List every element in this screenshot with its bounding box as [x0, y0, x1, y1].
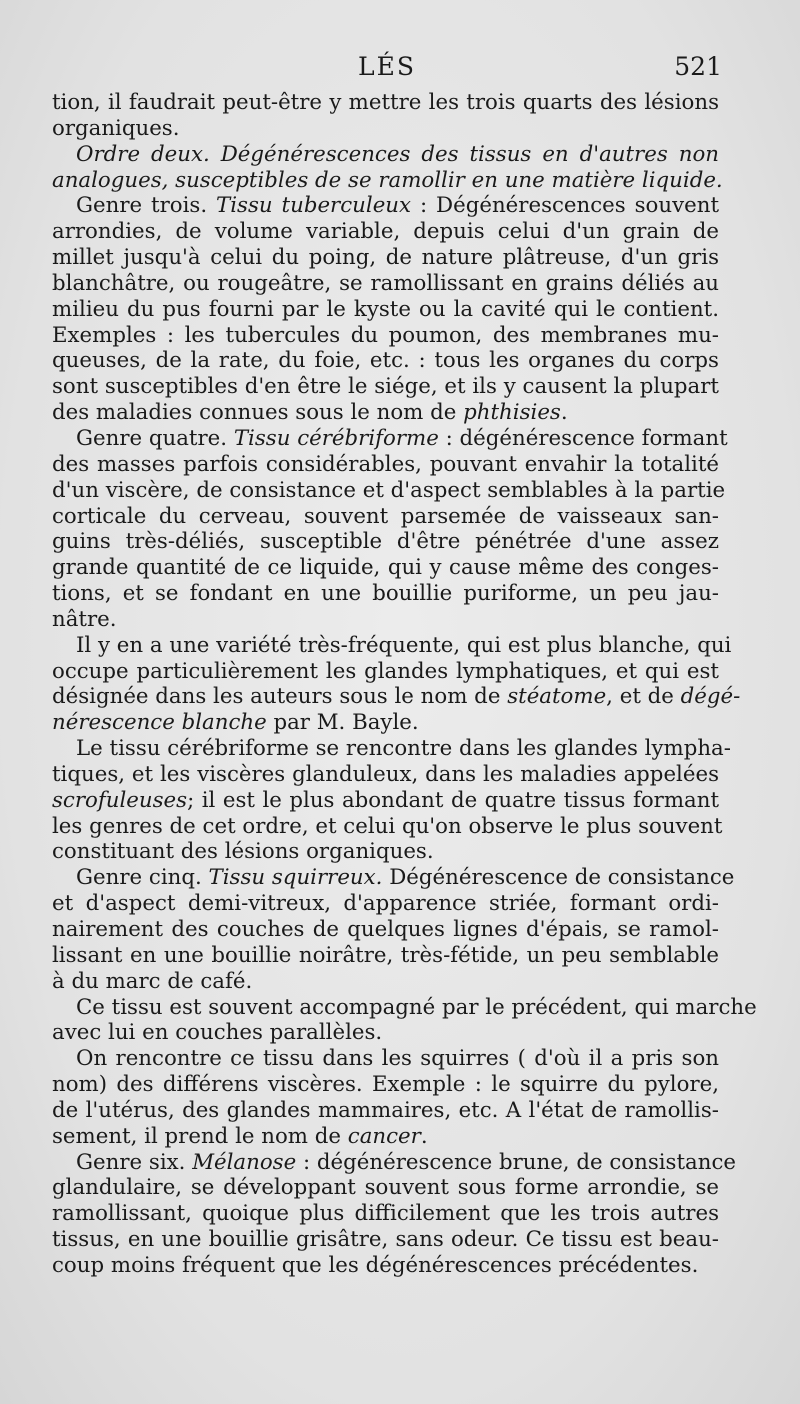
- text-segment: par M. Bayle.: [266, 710, 419, 736]
- text-segment: tissus, en une bouillie grisâtre, sans odeur. Ce tissu est beau-: [52, 1227, 719, 1253]
- text-segment: Dégénérescence de consistance: [382, 865, 735, 891]
- text-segment: Ce tissu est souvent accompagné par le précédent, qui marche: [76, 994, 757, 1020]
- text-line: [52, 1098, 719, 1124]
- text-line: [52, 90, 719, 116]
- text-segment: occupe particulièrement les glandes lymphatiques, et qui est: [52, 658, 719, 684]
- text-segment: à du marc de café.: [52, 968, 253, 994]
- text-segment: : Dégénérescences souvent: [411, 193, 719, 219]
- text-segment: blanchâtre, ou rougeâtre, se ramollissant en grains déliés au: [52, 270, 719, 296]
- text-line: [52, 1149, 736, 1176]
- text-segment: queuses, de la rate, du foie, etc. : tous les organes du corps: [52, 348, 719, 374]
- text-line: [52, 581, 719, 607]
- text-line: [52, 969, 719, 995]
- text-line: [52, 994, 757, 1021]
- text-segment: : dégénérescence brune, de consistance: [296, 1149, 736, 1175]
- italic-text: scrofuleuses: [52, 787, 188, 813]
- text-segment: corticale du cerveau, souvent parsemée de vaisseaux san-: [52, 503, 719, 529]
- text-line: [52, 1253, 719, 1279]
- text-line: [52, 1020, 719, 1046]
- text-segment: Genre trois.: [76, 193, 217, 219]
- text-line: [52, 788, 719, 814]
- text-line: [52, 891, 719, 917]
- italic-text: cancer: [347, 1123, 421, 1149]
- text-segment: tion, il faudrait peut-être y mettre les trois quarts des lésions: [52, 90, 719, 115]
- body-text: [52, 90, 757, 1279]
- text-line: [52, 245, 719, 271]
- text-segment: lissant en une bouillie noirâtre, très-fétide, un peu semblable: [52, 942, 719, 968]
- text-segment: Genre six.: [76, 1149, 193, 1175]
- text-segment: .: [560, 400, 568, 426]
- text-segment: nâtre.: [52, 606, 117, 632]
- text-segment: ; il est le plus abondant de quatre tissus formant: [187, 787, 719, 813]
- text-line: [52, 1175, 719, 1201]
- text-line: [52, 839, 719, 865]
- text-segment: milieu du pus fourni par le kyste ou la cavité qui le contient.: [52, 296, 719, 322]
- text-segment: les genres de cet ordre, et celui qu'on observe le plus souvent: [52, 813, 723, 839]
- text-line: [52, 529, 719, 555]
- text-line: [52, 632, 732, 659]
- text-segment: grande quantité de ce liquide, qui y cause même des conges-: [52, 555, 719, 581]
- text-line: [52, 116, 719, 142]
- text-segment: nom) des différens viscères. Exemple : le squirre du pylore,: [52, 1072, 719, 1098]
- text-line: [52, 943, 719, 969]
- text-line: [52, 425, 728, 452]
- running-head: [52, 52, 722, 92]
- text-segment: tiques, et les viscères glanduleux, dans les maladies appelées: [52, 761, 719, 787]
- text-segment: Il y en a une variété très-fréquente, qui est plus blanche, qui: [76, 632, 732, 658]
- italic-text: Tissu tuberculeux: [216, 193, 412, 219]
- text-segment: , et de: [606, 684, 681, 710]
- italic-text: Tissu cérébriforme: [233, 425, 439, 451]
- text-line: [52, 348, 719, 374]
- text-line: [52, 1072, 719, 1098]
- text-segment: tions, et se fondant en une bouillie puriforme, un peu jau-: [52, 581, 719, 607]
- text-line: [52, 219, 719, 245]
- italic-text: phthisies: [463, 400, 561, 426]
- text-line: [52, 555, 719, 581]
- italic-text: Mélanose: [192, 1149, 297, 1175]
- italic-text: Tissu squirreux.: [208, 865, 383, 891]
- page-number: 521: [674, 52, 722, 81]
- text-line: [52, 400, 719, 426]
- text-line: [52, 1227, 719, 1253]
- text-segment: ramollissant, quoique plus difficilement que les trois autres: [52, 1201, 719, 1227]
- text-line: [52, 736, 731, 762]
- text-line: [52, 659, 719, 685]
- running-head-title: LÉS: [358, 52, 416, 81]
- text-segment: organiques.: [52, 115, 180, 141]
- text-segment: glandulaire, se développant souvent sous forme arrondie, se: [52, 1175, 719, 1201]
- text-segment: millet jusqu'à celui du poing, de nature plâtreuse, d'un gris: [52, 245, 719, 271]
- text-segment: des maladies connues sous le nom de: [52, 400, 464, 426]
- text-line: [52, 193, 719, 219]
- text-line: [52, 374, 719, 400]
- text-segment: Genre cinq.: [76, 865, 209, 891]
- text-line: [52, 142, 719, 168]
- text-line: [52, 1201, 719, 1227]
- text-line: [52, 762, 719, 788]
- text-segment: de l'utérus, des glandes mammaires, etc. A l'état de ramollis-: [52, 1097, 719, 1123]
- text-segment: sont susceptibles d'en être le siége, et ils y causent la plupart: [52, 374, 719, 400]
- text-line: [52, 865, 735, 891]
- text-line: [52, 167, 723, 194]
- text-segment: guins très-déliés, susceptible d'être pénétrée d'une assez: [52, 529, 719, 555]
- text-segment: Genre quatre.: [76, 425, 234, 451]
- text-segment: désignée dans les auteurs sous le nom de: [52, 684, 508, 710]
- text-segment: coup moins fréquent que les dégénérescences précédentes.: [52, 1252, 699, 1278]
- text-segment: et d'aspect demi-vitreux, d'apparence striée, formant ordi-: [52, 891, 719, 917]
- text-segment: Exemples : les tubercules du poumon, des membranes mu-: [52, 322, 719, 348]
- text-line: [52, 607, 719, 633]
- text-segment: : dégénérescence formant: [438, 425, 728, 451]
- italic-text: analogues, susceptibles de se ramollir en une matière liquide.: [52, 167, 723, 193]
- text-line: [52, 684, 741, 710]
- italic-text: dégé-: [680, 684, 741, 710]
- text-line: [52, 504, 719, 530]
- text-segment: constituant des lésions organiques.: [52, 839, 434, 865]
- text-line: [52, 813, 723, 840]
- text-segment: d'un viscère, de consistance et d'aspect semblables à la partie: [52, 477, 726, 503]
- text-segment: Le tissu cérébriforme se rencontre dans les glandes lympha-: [76, 736, 731, 762]
- text-line: [52, 1046, 719, 1072]
- text-segment: avec lui en couches parallèles.: [52, 1020, 383, 1046]
- text-segment: sement, il prend le nom de: [52, 1123, 348, 1149]
- text-line: [52, 710, 719, 736]
- text-line: [52, 452, 719, 478]
- italic-text: stéatome: [507, 684, 607, 710]
- italic-text: nérescence blanche: [52, 710, 267, 736]
- text-segment: On rencontre ce tissu dans les squirres ( d'où il a pris son: [76, 1046, 719, 1072]
- text-segment: des masses parfois considérables, pouvant envahir la totalité: [52, 451, 719, 477]
- italic-text: Ordre deux. Dégénérescences des tissus en d'autres non: [76, 141, 719, 167]
- text-line: [52, 323, 719, 349]
- text-line: [52, 477, 726, 504]
- text-line: [52, 271, 719, 297]
- text-line: [52, 917, 719, 943]
- text-segment: .: [420, 1123, 428, 1149]
- text-line: [52, 1124, 719, 1150]
- text-segment: arrondies, de volume variable, depuis celui d'un grain de: [52, 219, 719, 245]
- text-line: [52, 297, 719, 323]
- text-segment: nairement des couches de quelques lignes d'épais, se ramol-: [52, 917, 719, 942]
